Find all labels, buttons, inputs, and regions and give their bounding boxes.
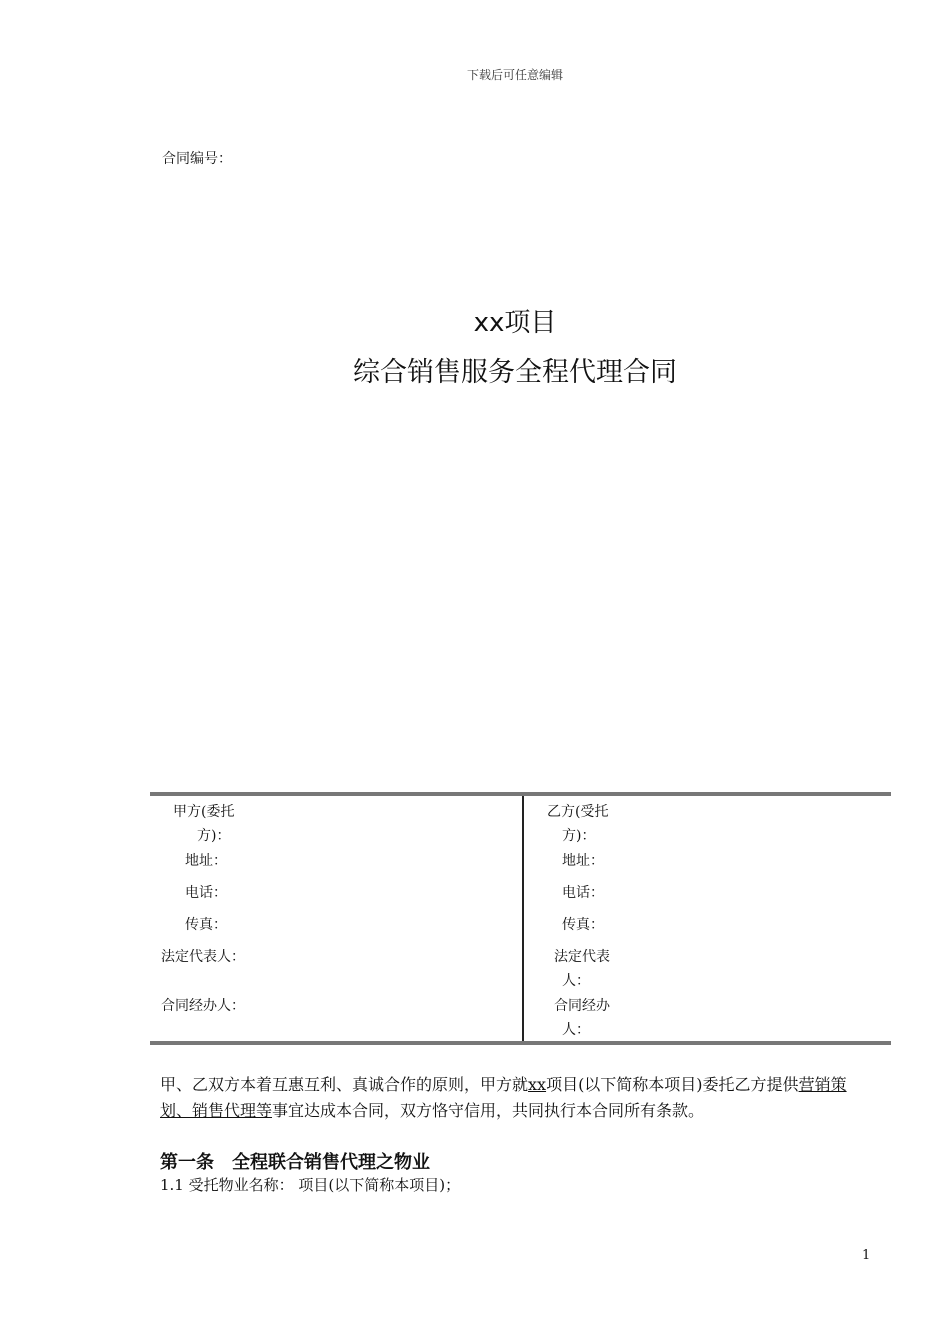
intro-paragraph: [160, 1072, 875, 1124]
party-b-fax-label: 传真：: [562, 917, 604, 933]
intro-services: 营销策划、销售代理等: [160, 1075, 847, 1120]
intro-project-name: xx: [528, 1075, 547, 1094]
intro-text-part3: 事宜达成本合同，双方恪守信用，共同执行本合同所有条款。: [272, 1101, 705, 1120]
party-b-agent-label-line1: 合同经办: [554, 998, 610, 1014]
contract-number-label: 合同编号：: [162, 151, 232, 167]
party-b-label-line1: 乙方(受托: [547, 804, 609, 820]
party-a-phone-label: 电话：: [185, 885, 227, 901]
document-title-line1: xx项目: [473, 308, 557, 338]
page-header-note: 下载后可任意编辑: [466, 68, 563, 82]
party-a-agent-label: 合同经办人：: [161, 998, 245, 1014]
party-a-fax-label: 传真：: [185, 917, 227, 933]
party-b-legal-rep-label-line2: 人：: [562, 973, 590, 989]
party-b-agent-label-line2: 人：: [562, 1022, 590, 1038]
party-b-address-label: 地址：: [562, 853, 604, 869]
party-b-label-line2: 方)：: [562, 828, 596, 844]
table-column-divider: [522, 796, 524, 1041]
party-b-legal-rep-label-line1: 法定代表: [554, 949, 610, 965]
party-info-table: [150, 792, 891, 1045]
clause-1-1: 1.1 受托物业名称： 项目(以下简称本项目)；: [160, 1176, 461, 1194]
party-b-phone-label: 电话：: [562, 885, 604, 901]
party-a-address-label: 地址：: [185, 853, 227, 869]
party-a-legal-rep-label: 法定代表人：: [161, 949, 245, 965]
page-number: 1: [862, 1248, 871, 1263]
party-a-label-line2: 方)：: [197, 828, 231, 844]
party-a-label-line1: 甲方(委托: [173, 804, 235, 820]
document-title-line2: 综合销售服务全程代理合同: [353, 357, 677, 388]
intro-text-part1: 甲、乙双方本着互惠互利、真诚合作的原则，甲方就: [160, 1075, 529, 1094]
intro-text-part2: 项目(以下简称本项目)委托乙方提供: [546, 1075, 799, 1094]
section-1-heading: 第一条 全程联合销售代理之物业: [160, 1152, 430, 1173]
